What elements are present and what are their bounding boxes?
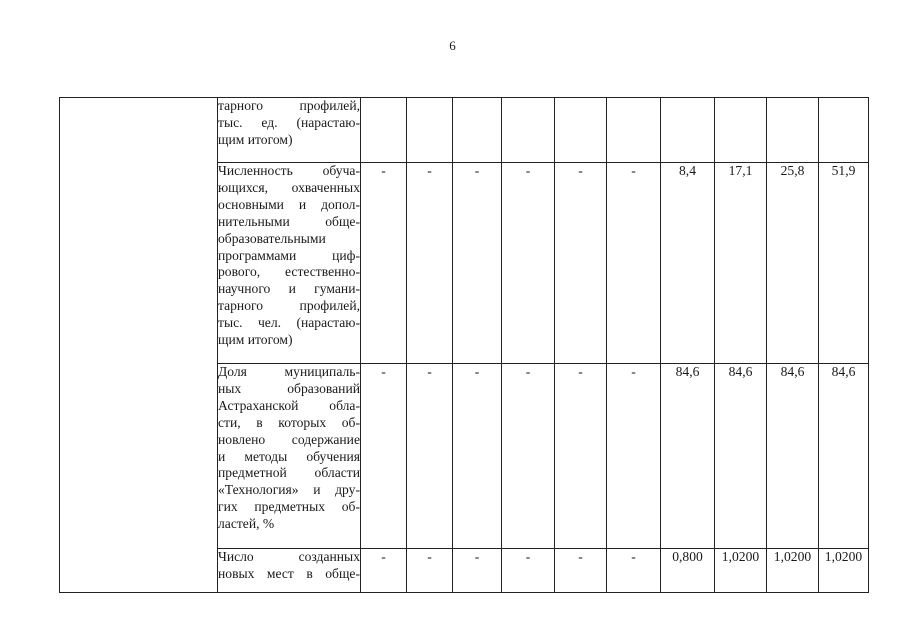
value-cell: 84,6 [819, 364, 869, 549]
description-line: Число созданных [218, 549, 360, 564]
value-cell: - [502, 549, 555, 593]
description-line: ных образований [218, 380, 360, 396]
value-cell: - [607, 549, 661, 593]
table-row [60, 98, 869, 163]
value-cell: - [453, 549, 502, 593]
blank-category-cell [60, 98, 218, 593]
value-cell: - [555, 549, 607, 593]
indicator-description [218, 364, 361, 549]
value-cell: - [453, 163, 502, 364]
description-line: Доля муниципаль- [218, 364, 360, 379]
description-line: новых мест в обще- [218, 565, 360, 581]
description-line: ющихся, охваченных [218, 179, 360, 195]
value-cell: 17,1 [715, 163, 767, 364]
value-cell: 1,0200 [819, 549, 869, 593]
description-line: образовательными [218, 230, 326, 246]
value-cell: - [361, 163, 407, 364]
description-line: нительными обще- [218, 213, 360, 229]
value-cell: - [361, 364, 407, 549]
value-cell: - [453, 364, 502, 549]
description-line: предметной области [218, 465, 360, 481]
description-line: сти, в которых об- [218, 414, 360, 430]
value-cell: - [407, 549, 453, 593]
value-cell [407, 98, 453, 163]
value-cell [819, 98, 869, 163]
value-cell: 0,800 [661, 549, 715, 593]
value-cell: - [361, 549, 407, 593]
description-line: научного и гумани- [218, 281, 360, 297]
value-cell [767, 98, 819, 163]
indicators-table [59, 97, 869, 593]
indicator-description [218, 163, 361, 364]
description-line: щим итогом) [218, 131, 293, 147]
value-cell [607, 98, 661, 163]
value-cell: 1,0200 [715, 549, 767, 593]
description-line: гих предметных об- [218, 499, 360, 515]
value-cell [555, 98, 607, 163]
description-line: щим итогом) [218, 332, 293, 348]
description-line: и методы обучения [218, 448, 360, 464]
description-line: тарного профилей, [218, 98, 360, 113]
value-cell [715, 98, 767, 163]
value-cell: - [407, 163, 453, 364]
description-line: программами циф- [218, 247, 360, 263]
description-line: новлено содержание [218, 431, 360, 447]
value-cell: - [502, 364, 555, 549]
value-cell: 51,9 [819, 163, 869, 364]
description-line: ластей, % [218, 516, 275, 532]
description-line: Астраханской обла- [218, 397, 360, 413]
value-cell: 1,0200 [767, 549, 819, 593]
page-number: 6 [449, 38, 456, 53]
value-cell: 84,6 [715, 364, 767, 549]
value-cell: 84,6 [661, 364, 715, 549]
value-cell: 84,6 [767, 364, 819, 549]
description-line: тыс. чел. (нарастаю- [218, 315, 360, 331]
value-cell: 8,4 [661, 163, 715, 364]
value-cell [661, 98, 715, 163]
indicator-description [218, 98, 361, 163]
value-cell [361, 98, 407, 163]
value-cell [453, 98, 502, 163]
value-cell: - [555, 364, 607, 549]
value-cell: - [607, 364, 661, 549]
description-line: Численность обуча- [218, 163, 360, 178]
value-cell: - [502, 163, 555, 364]
value-cell: - [407, 364, 453, 549]
description-line: «Технология» и дру- [218, 482, 360, 498]
value-cell: - [607, 163, 661, 364]
value-cell: - [555, 163, 607, 364]
description-line: тыс. ед. (нарастаю- [218, 114, 360, 130]
description-line: тарного профилей, [218, 298, 360, 314]
description-line: рового, естественно- [218, 264, 360, 280]
description-line: основными и допол- [218, 196, 360, 212]
indicator-description [218, 549, 361, 593]
value-cell [502, 98, 555, 163]
value-cell: 25,8 [767, 163, 819, 364]
